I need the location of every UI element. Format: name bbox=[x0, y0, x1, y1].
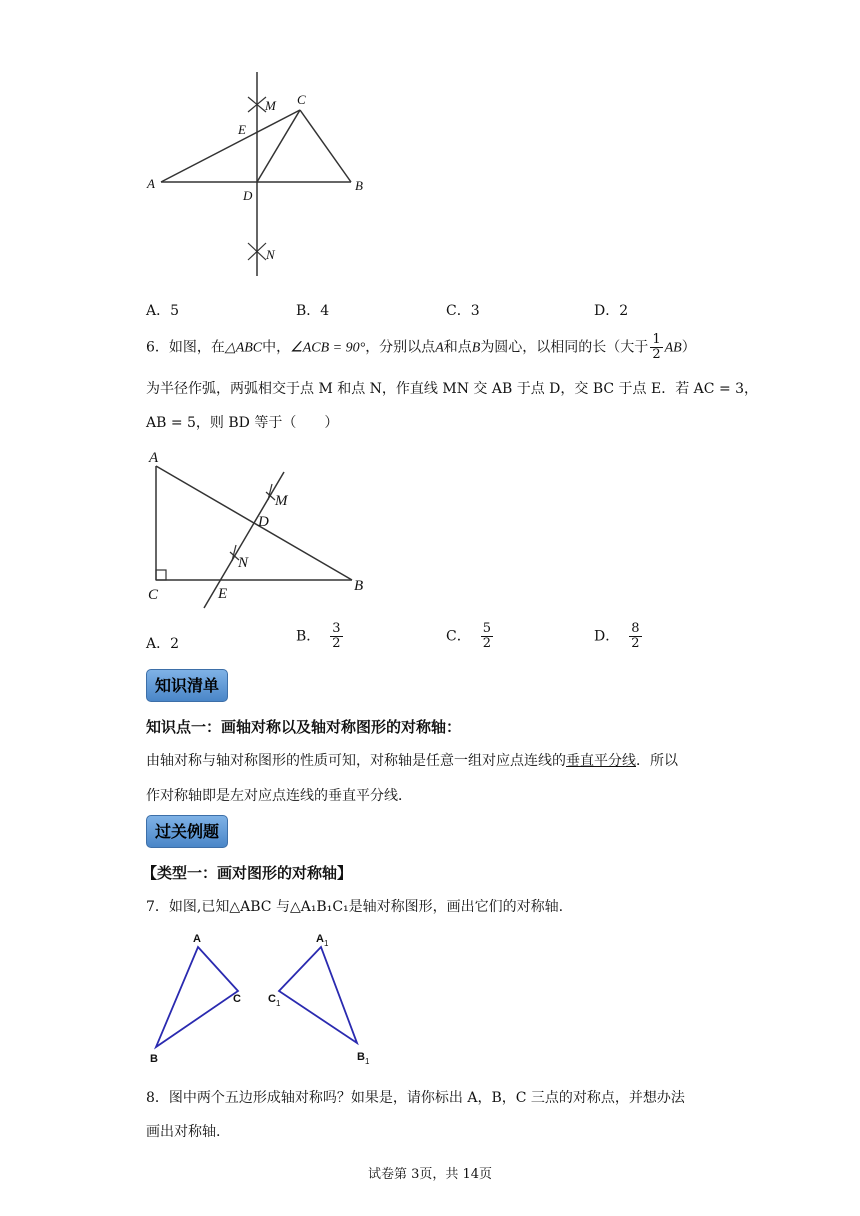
figure-q7 bbox=[140, 925, 400, 1075]
q6-option-d: D． $\frac{8}{2}$ bbox=[594, 621, 640, 651]
label-A: A bbox=[149, 450, 159, 466]
q8-line1: 8．图中两个五边形成轴对称吗？如果是，请你标出 A，B，C 三点的对称点，并想办法 bbox=[146, 1090, 685, 1106]
label-A1: A bbox=[316, 933, 324, 945]
q6-line3: AB = 5，则 BD 等于（ ） bbox=[146, 415, 339, 431]
section-tag-examples: 过关例题 bbox=[146, 815, 228, 848]
q7-text: 7．如图,已知△ABC 与△A₁B₁C₁是轴对称图形，画出它们的对称轴. bbox=[146, 899, 564, 915]
figure-q6 bbox=[140, 440, 380, 610]
q5-option-a: A．5 bbox=[146, 303, 180, 319]
knowledge-heading: 知识点一：画轴对称以及轴对称图形的对称轴： bbox=[146, 718, 462, 736]
q6-option-b: B． $\frac{3}{2}$ bbox=[296, 621, 341, 651]
label-B: B bbox=[355, 178, 363, 193]
label-E: E bbox=[238, 122, 246, 137]
label-B: B bbox=[354, 578, 364, 594]
section-tag-knowledge: 知识清单 bbox=[146, 669, 228, 702]
q6-line2: 为半径作弧，两弧相交于点 M 和点 N，作直线 MN 交 AB 于点 D，交 BC 于点 E．若 AC = 3， bbox=[146, 381, 759, 397]
q5-option-b: B．4 bbox=[296, 303, 330, 319]
label-D: D bbox=[258, 514, 269, 530]
label-M: M bbox=[265, 98, 276, 113]
page-footer: 试卷第 3页，共 14页 bbox=[367, 1167, 493, 1182]
label-A: A bbox=[147, 176, 155, 191]
knowledge-paragraph-line1: 由轴对称与轴对称图形的性质可知，对称轴是任意一组对应点连线的垂直平分线．所以 bbox=[146, 753, 678, 769]
q6-line1: 6．如图，在△ABC中，∠ACB = 90°，分别以点A和点B为圆心，以相同的长（大于 $\frac{1}{2}$ AB） bbox=[146, 332, 696, 362]
label-D: D bbox=[243, 188, 253, 203]
label-A: A bbox=[193, 933, 201, 945]
label-C: C bbox=[233, 993, 241, 1005]
label-C: C bbox=[297, 92, 306, 107]
label-B1: B bbox=[357, 1051, 365, 1063]
type-heading: 【类型一：画对图形的对称轴】 bbox=[142, 864, 353, 882]
label-C1: C bbox=[268, 993, 276, 1005]
figure-q5 bbox=[140, 70, 380, 285]
q5-option-d: D．2 bbox=[594, 303, 629, 319]
label-N: N bbox=[238, 555, 249, 571]
label-A1-sub: 1 bbox=[324, 939, 329, 948]
label-C1-sub: 1 bbox=[276, 999, 281, 1008]
label-B1-sub: 1 bbox=[365, 1057, 370, 1066]
label-C: C bbox=[148, 587, 159, 603]
knowledge-paragraph-line2: 作对称轴即是左对应点连线的垂直平分线． bbox=[146, 788, 412, 804]
q6-option-a: A．2 bbox=[146, 636, 180, 652]
label-M: M bbox=[275, 493, 288, 509]
label-B: B bbox=[150, 1053, 158, 1065]
label-E: E bbox=[218, 586, 228, 602]
q6-option-c: C． $\frac{5}{2}$ bbox=[446, 621, 491, 651]
q8-line2: 画出对称轴. bbox=[146, 1124, 221, 1140]
label-N: N bbox=[266, 247, 275, 262]
q5-option-c: C．3 bbox=[446, 303, 480, 319]
